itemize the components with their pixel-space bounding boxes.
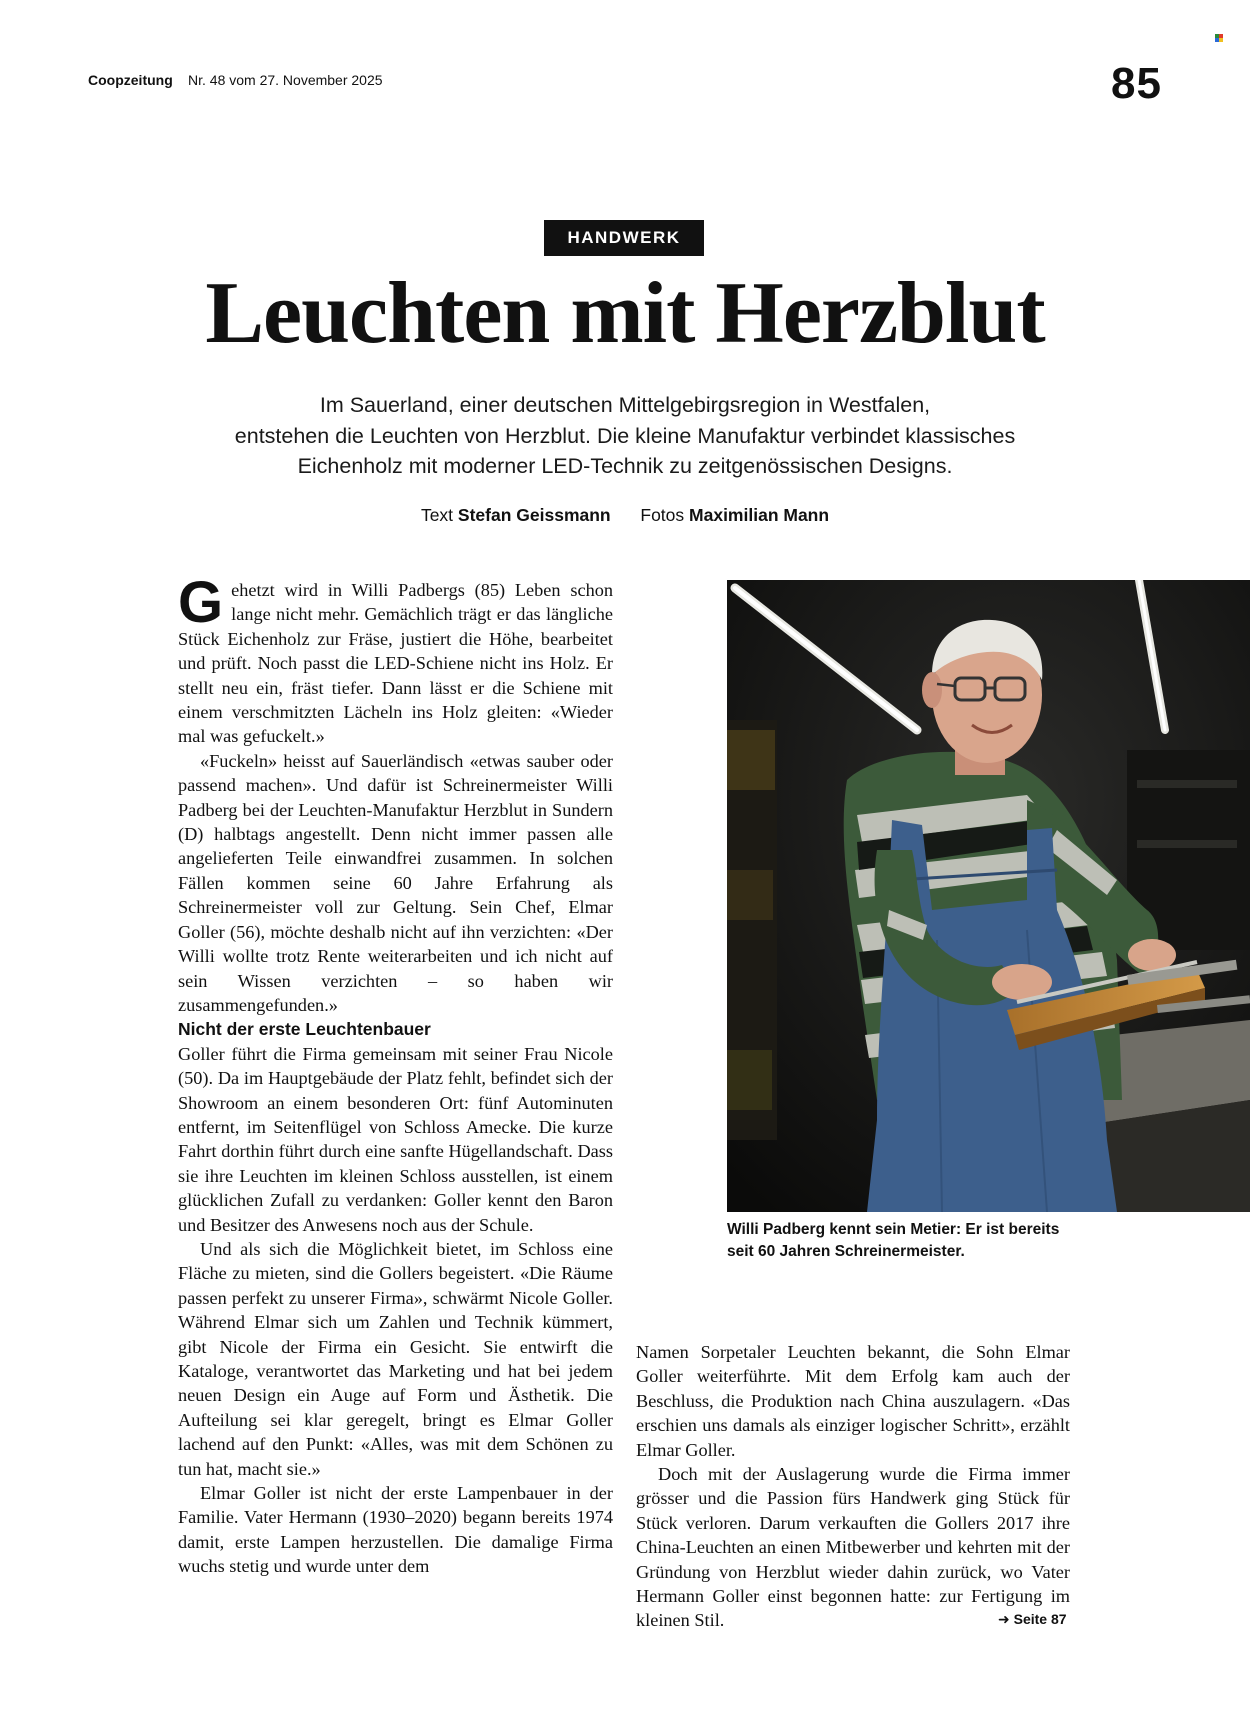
credit-photo-label: Fotos bbox=[640, 505, 685, 525]
page-number: 85 bbox=[1111, 59, 1162, 108]
paragraph: «Fuckeln» heisst auf Sauerländisch «etwas sauber oder passend machen». Und dafür ist Schreinermeister Willi Padberg bei der Leuchten-Manufaktur Herzblut in Sundern (D) halbtags angestellt. Denn nicht immer passen alle angelieferten Teile einwandfrei zusammen. In solchen Fällen kommen seine 60 Jahre Erfahrung als Schreinermeister voll zur Geltung. Sein Chef, Elmar Goller (56), möchte deshalb nicht auf ihn verzichten: «Der Willi wollte trotz Rente weiterarbeiten und ich nicht auf sein Wissen verzichten – so haben wir zusammengefunden.» bbox=[178, 750, 613, 1015]
paragraph: Elmar Goller ist nicht der erste Lampenbauer in der Familie. Vater Hermann (1930–2020) begann bereits 1974 damit, erste Lampen herzustellen. Die damalige Firma wuchs stetig und wurde unter dem bbox=[178, 1483, 613, 1577]
author-name: Stefan Geissmann bbox=[457, 505, 611, 525]
workshop-illustration bbox=[727, 580, 1250, 1212]
paragraph: Doch mit der Auslagerung wurde die Firma immer grösser und die Passion fürs Handwerk ging Stück für Stück verloren. Darum verkauften die Gollers 2017 ihre China-Leuchten an einen Mitbewerber und kehrten mit der Gründung von Herzblut wieder dahin zurück, wo Vater Hermann Goller einst begonnen hatte: zur Fertigung im kleinen Stil. bbox=[636, 1464, 1070, 1631]
lede-line: Im Sauerland, einer deutschen Mittelgebirgsregion in Westfalen, bbox=[319, 393, 931, 417]
lede-line: Eichenholz mit moderner LED-Technik zu zeitgenössischen Designs. bbox=[297, 454, 953, 479]
drop-cap: G bbox=[178, 570, 224, 635]
headline: Leuchten mit Herzblut bbox=[205, 265, 1045, 362]
portrait-photo bbox=[727, 580, 1250, 1212]
article-column-right bbox=[636, 1340, 1070, 1633]
color-registration-mark bbox=[1215, 34, 1223, 42]
section-kicker: HANDWERK bbox=[544, 220, 704, 256]
paragraph-text: ehetzt wird in Willi Padbergs (85) Leben schon lange nicht mehr. Gemächlich trägt er das längliche Stück Eichenholz zur Fräse, justiert die Höhe, bearbeitet und prüft. Noch passt die LED-Schiene nicht ins Holz. Er stellt neu ein, fräst tiefer. Dann lässt er die Schiene mit einem verschmitzten Lächeln ins Holz gleiten: «Wieder mal was gefuckelt.» bbox=[178, 580, 613, 747]
lede bbox=[175, 390, 1075, 482]
paragraph: Goller führt die Firma gemeinsam mit seiner Frau Nicole (50). Da im Hauptgebäude der Platz fehlt, befindet sich der Showroom an einem besonderen Ort: fünf Autominuten entfernt, im Seitenflügel von Schloss Amecke. Die kurze Fahrt dorthin führt durch eine sanfte Hügellandschaft. Dass sie ihre Leuchten im kleinen Schloss ausstellen, ist einem glücklichen Zufall zu verdanken: Goller kennt den Baron und Besitzer des Anwesens noch aus der Schule. bbox=[178, 1043, 613, 1235]
paragraph bbox=[178, 570, 613, 749]
photo-caption: Willi Padberg kennt sein Metier: Er ist bereits seit 60 Jahren Schreinermeister. bbox=[727, 1221, 1060, 1261]
credit-text-label: Text bbox=[420, 505, 454, 525]
publication-name: Coopzeitung bbox=[88, 72, 173, 88]
continued-on-page: ➜ Seite 87 bbox=[998, 1611, 1067, 1627]
issue-info: Nr. 48 vom 27. November 2025 bbox=[188, 72, 383, 88]
photographer-name: Maximilian Mann bbox=[689, 505, 830, 525]
subheading: Nicht der erste Leuchtenbauer bbox=[178, 1019, 431, 1040]
paragraph: Und als sich die Möglichkeit bietet, im Schloss eine Fläche zu mieten, sind die Gollers begeistert. «Die Räume passen perfekt zu unserer Firma», schwärmt Nicole Goller. Während Elmar sich um Zahlen und Technik kümmert, gibt Nicole der Firma ein Gesicht. Sie entwirft die Kataloge, verantwortet das Marketing und hat bei jedem neuen Design ein Auge auf Form und Ästhetik. Die Aufteilung sei klar geregelt, bringt es Elmar Goller lachend auf den Punkt: «Alles, was mit dem Schönen zu tun hat, macht sie.» bbox=[178, 1238, 613, 1479]
article-column-left bbox=[178, 570, 613, 1579]
byline bbox=[0, 505, 1250, 526]
paragraph: Namen Sorpetaler Leuchten bekannt, die Sohn Elmar Goller weiterführte. Mit dem Erfolg kam auch der Beschluss, die Produktion nach China auszulagern. «Das erschien uns damals als einziger logischer Schritt», erzählt Elmar Goller. bbox=[636, 1342, 1070, 1460]
lede-line: entstehen die Leuchten von Herzblut. Die kleine Manufaktur verbindet klassisches bbox=[234, 423, 1016, 448]
